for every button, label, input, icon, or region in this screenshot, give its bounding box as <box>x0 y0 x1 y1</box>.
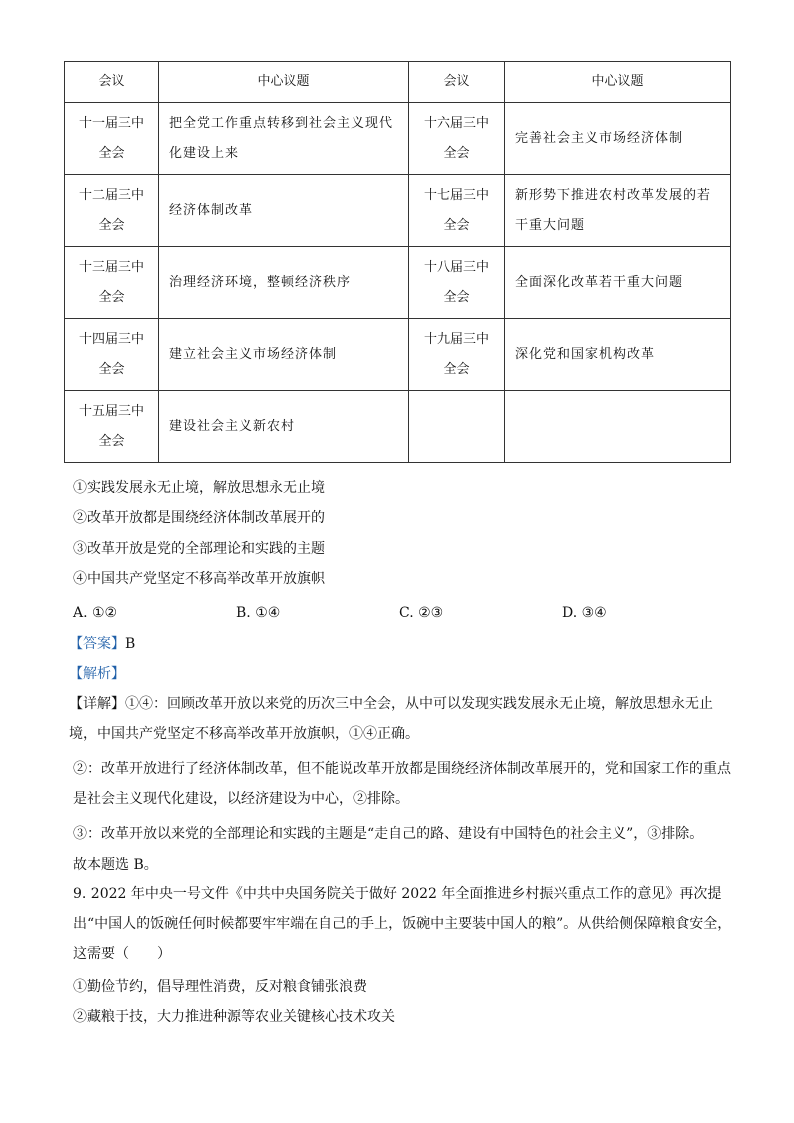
topic-cell-empty <box>505 391 731 463</box>
topic-cell: 经济体制改革 <box>159 175 409 247</box>
meeting-cell: 十四届三中 全会 <box>65 319 159 391</box>
answer-value: B <box>125 636 136 652</box>
topic-cell: 新形势下推进农村改革发展的若干重大问题 <box>505 175 731 247</box>
header-topic: 中心议题 <box>159 62 409 103</box>
meeting-cell: 十一届三中 全会 <box>65 103 159 175</box>
table-row <box>65 391 731 463</box>
topic-cell: 完善社会主义市场经济体制 <box>505 103 731 175</box>
topic-cell: 建设社会主义新农村 <box>159 391 409 463</box>
answer-line <box>69 634 729 654</box>
table-header-row <box>65 62 731 103</box>
detail-paragraph-1 <box>69 689 729 749</box>
statement-3: ③改革开放是党的全部理论和实践的主题 <box>73 541 325 557</box>
meeting-cell: 十九届三中 全会 <box>409 319 505 391</box>
statement-2: ②改革开放都是围绕经济体制改革展开的 <box>73 510 325 526</box>
topic-cell: 治理经济环境，整顿经济秩序 <box>159 247 409 319</box>
statement-4: ④中国共产党坚定不移高举改革开放旗帜 <box>73 571 325 587</box>
meeting-cell: 十七届三中 全会 <box>409 175 505 247</box>
option-b: B. ①④ <box>236 605 281 621</box>
topic-cell: 全面深化改革若干重大问题 <box>505 247 731 319</box>
meeting-cell-empty <box>409 391 505 463</box>
meeting-cell: 十五届三中 全会 <box>65 391 159 463</box>
header-topic: 中心议题 <box>505 62 731 103</box>
header-meeting: 会议 <box>409 62 505 103</box>
detail-paragraph-2: ②：改革开放进行了经济体制改革，但不能说改革开放都是围绕经济体制改革展开的，党和国家工作的重点是社会主义现代化建设，以经济建设为中心，②排除。 <box>73 761 731 807</box>
topic-cell: 把全党工作重点转移到社会主义现代化建设上来 <box>159 103 409 175</box>
question-9-statement-2: ②藏粮于技，大力推进种源等农业关键核心技术攻关 <box>73 1009 395 1025</box>
meeting-cell: 十二届三中 全会 <box>65 175 159 247</box>
detail-paragraph-3: ③：改革开放以来党的全部理论和实践的主题是“走自己的路、建设有中国特色的社会主义”，③排除。 <box>73 826 704 842</box>
table-row <box>65 247 731 319</box>
answer-tag: 【答案】 <box>69 636 125 652</box>
option-a: A. ①② <box>73 605 118 621</box>
question-9-stem: 9. 2022 年中央一号文件《中共中央国务院关于做好 2022 年全面推进乡村振兴重点工作的意见》再次提出“中国人的饭碗任何时候都要牢牢端在自己的手上，饭碗中主要装中国人的粮”。从供给侧保障粮食安全，这需要（ ） <box>73 886 732 962</box>
meeting-cell: 十三届三中 全会 <box>65 247 159 319</box>
detail-text-1: ①④：回顾改革开放以来党的历次三中全会，从中可以发现实践发展永无止境，解放思想永无止境，中国共产党坚定不移高举改革开放旗帜，①④正确。 <box>69 696 713 742</box>
header-meeting: 会议 <box>65 62 159 103</box>
detail-tag: 【详解】 <box>69 696 125 712</box>
meeting-cell: 十六届三中 全会 <box>409 103 505 175</box>
topic-cell: 深化党和国家机构改革 <box>505 319 731 391</box>
answer-options <box>73 603 733 623</box>
option-c: C. ②③ <box>399 605 444 621</box>
topic-cell: 建立社会主义市场经济体制 <box>159 319 409 391</box>
meeting-cell: 十八届三中 全会 <box>409 247 505 319</box>
statement-1: ①实践发展永无止境，解放思想永无止境 <box>73 480 325 496</box>
table-row <box>65 103 731 175</box>
option-d: D. ③④ <box>562 605 607 621</box>
meetings-table <box>64 61 731 463</box>
table-row <box>65 175 731 247</box>
detail-conclusion: 故本题选 B。 <box>73 857 158 873</box>
question-9-statement-1: ①勤俭节约，倡导理性消费，反对粮食铺张浪费 <box>73 979 367 995</box>
table-row <box>65 319 731 391</box>
analysis-tag: 【解析】 <box>69 666 125 682</box>
